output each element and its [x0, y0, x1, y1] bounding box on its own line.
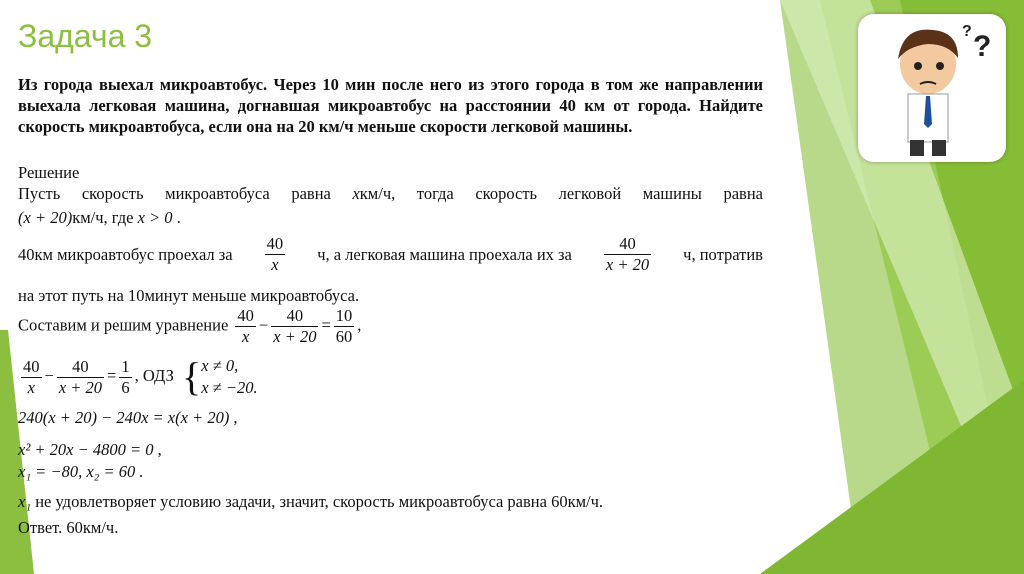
solution-line-4: на этот путь на 10минут меньше микроавтобуса. — [18, 286, 360, 305]
text: ч, потратив — [683, 244, 763, 264]
thinking-person-icon — [858, 14, 1006, 162]
denominator: x + 20 — [605, 255, 650, 274]
denominator: x — [242, 327, 250, 346]
system-brace: { — [182, 354, 202, 399]
text: км/ч, где — [72, 208, 138, 227]
text: не удовлетворяет условию задачи, значит, скорость микроавтобуса равна 60км/ч. — [31, 492, 604, 511]
denominator: x — [271, 255, 279, 274]
operator: − — [44, 365, 54, 385]
conclusion — [18, 492, 603, 512]
numerator: 40 — [23, 356, 40, 376]
thinking-boy-illustration — [858, 14, 1006, 162]
expression: (x + 20) — [18, 208, 73, 227]
numerator: 40 — [604, 234, 651, 255]
text: ч, а легковая машина проехала их за — [317, 244, 572, 264]
fraction — [119, 357, 131, 398]
equation-step: 240(x + 20) − 240x = x(x + 20) , — [18, 408, 238, 427]
fraction — [334, 306, 355, 347]
denominator: x — [27, 377, 35, 397]
condition: x > 0 — [137, 208, 173, 227]
equation-line — [18, 306, 361, 347]
fraction — [271, 306, 318, 347]
odz-label: , ОДЗ — [134, 365, 174, 385]
constraint: x ≠ −20. — [201, 378, 258, 397]
operator: = — [321, 315, 331, 335]
numerator: 40 — [237, 306, 254, 325]
quadratic-equation: x² + 20x − 4800 = 0 , — [18, 440, 162, 459]
roots: x₁ = −80, x₂ = 60 . — [18, 462, 144, 481]
equation-odz-line — [18, 355, 258, 399]
denominator: 60 — [335, 327, 353, 346]
fraction — [265, 234, 286, 275]
variable: x₁ — [18, 492, 32, 511]
operator: − — [258, 315, 269, 335]
numerator: 40 — [57, 357, 104, 378]
task-statement: Из города выехал микроавтобус. Через 10 мин после него из этого города в том же направлении выехала легковая машина, догнавшая микроавтобус на расстоянии 40 км от города. Найдите скорость микроавтобуса, если она на 20 км/ч меньше скорости легковой машины. — [18, 75, 763, 136]
fraction — [57, 357, 104, 398]
text: . — [172, 208, 181, 227]
constraint-system — [201, 355, 257, 399]
operator: = — [107, 365, 117, 385]
text: Пусть скорость микроавтобуса равна — [18, 184, 353, 203]
svg-text:?: ? — [973, 30, 992, 63]
numerator: 40 — [271, 306, 318, 327]
svg-text:?: ? — [962, 23, 972, 40]
denominator: x + 20 — [273, 327, 317, 346]
numerator: 1 — [121, 356, 130, 376]
text: 40км микроавтобус проехал за — [18, 244, 233, 264]
variable: x — [352, 184, 360, 203]
answer: Ответ. 60км/ч. — [18, 518, 119, 537]
solution-line-2 — [18, 208, 181, 228]
denominator: x + 20 — [58, 377, 103, 397]
solution-line-1 — [18, 184, 763, 204]
solution-label: Решение — [18, 163, 80, 182]
text: , — [357, 315, 362, 335]
fraction — [235, 306, 256, 347]
fraction — [21, 357, 42, 398]
constraint: x ≠ 0, — [201, 356, 239, 375]
slide-title: Задача 3 — [18, 18, 153, 54]
numerator: 10 — [335, 306, 353, 325]
denominator: 6 — [121, 377, 130, 397]
fraction — [604, 234, 651, 275]
text: км/ч, тогда скорость легковой машины равна — [359, 184, 763, 203]
numerator: 40 — [266, 234, 284, 253]
solution-line-3 — [18, 234, 763, 275]
text: Составим и решим уравнение — [18, 315, 229, 335]
